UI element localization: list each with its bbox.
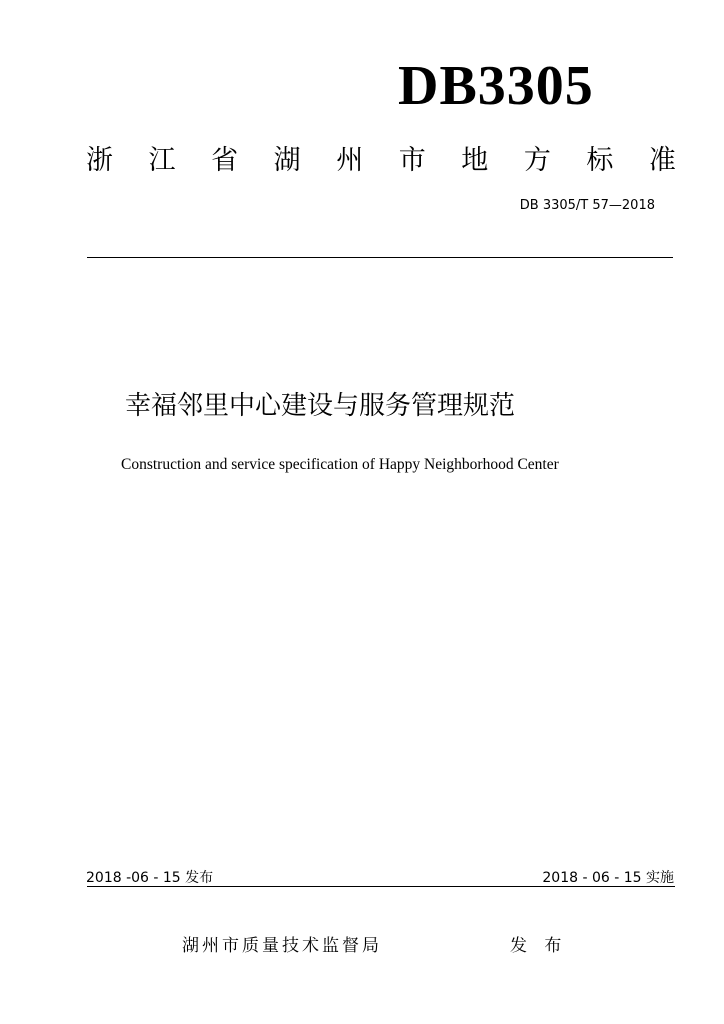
standard-type-char: 浙 [86, 144, 113, 176]
bottom-divider [87, 886, 675, 887]
standard-type-char: 市 [398, 144, 426, 176]
standard-type-char: 湖 [273, 144, 301, 176]
top-divider [87, 257, 673, 258]
standard-type-char: 州 [336, 144, 364, 176]
document-title-english: Construction and service specification of Happy Neighborhood Center [121, 456, 559, 473]
standard-number: DB 3305/T 57—2018 [519, 198, 655, 213]
standard-type-char: 准 [648, 144, 676, 176]
document-title-chinese: 幸福邻里中心建设与服务管理规范 [125, 391, 516, 421]
issue-label: 发 布 [510, 936, 568, 956]
standard-code: DB3305 [398, 55, 594, 117]
standard-type-title [86, 140, 676, 180]
implementation-date: 2018 - 06 - 15 实施 [542, 870, 674, 886]
standard-type-char: 方 [523, 144, 551, 176]
standard-type-char: 省 [211, 144, 239, 176]
issue-date: 2018 -06 - 15 发布 [86, 870, 214, 886]
standard-type-char: 地 [461, 144, 489, 176]
standard-type-char: 标 [586, 144, 614, 176]
standard-type-char: 江 [148, 144, 176, 176]
issuing-authority: 湖州市质量技术监督局 [182, 936, 382, 956]
